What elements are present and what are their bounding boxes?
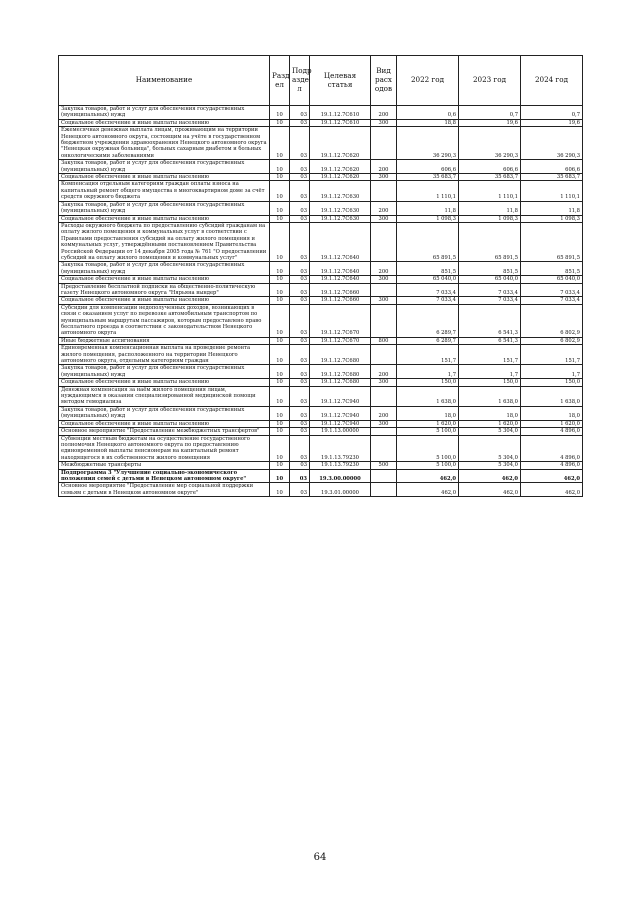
cell-year-2022: 36 290,3 — [397, 127, 459, 160]
cell-year-2022: 11,8 — [397, 201, 459, 215]
cell-razdel: 10 — [270, 406, 290, 420]
table-row — [59, 222, 583, 261]
cell-razdel: 10 — [270, 283, 290, 297]
cell-year-2024: 4 896,0 — [521, 462, 583, 469]
cell-expense-type: 300 — [371, 119, 397, 126]
cell-razdel: 10 — [270, 119, 290, 126]
cell-name: Закупка товаров, работ и услуг для обеспечения государственных (муниципальных) нужд — [59, 201, 270, 215]
cell-year-2024: 0,7 — [521, 106, 583, 120]
cell-year-2023: 1 620,0 — [459, 420, 521, 427]
cell-year-2024: 36 290,3 — [521, 127, 583, 160]
header-expense-type: Вид расх одов — [371, 56, 397, 106]
table-row — [59, 106, 583, 120]
cell-podrazdel: 03 — [290, 222, 310, 261]
cell-target-article: 19.1.12.7С620 — [310, 174, 371, 181]
header-target-article: Целевая статья — [310, 56, 371, 106]
cell-target-article: 19.1.12.7С660 — [310, 283, 371, 297]
cell-year-2022: 5 100,0 — [397, 435, 459, 462]
budget-table — [58, 55, 583, 497]
cell-expense-type — [371, 469, 397, 483]
cell-year-2022: 6 289,7 — [397, 337, 459, 344]
cell-year-2022: 1 620,0 — [397, 420, 459, 427]
cell-expense-type: 300 — [371, 379, 397, 386]
cell-year-2022: 6 289,7 — [397, 304, 459, 337]
cell-razdel: 10 — [270, 365, 290, 379]
cell-podrazdel: 03 — [290, 483, 310, 497]
cell-target-article: 19.1.12.7С620 — [310, 127, 371, 160]
cell-target-article: 19.1.12.7С620 — [310, 160, 371, 174]
cell-target-article: 19.1.12.7С610 — [310, 119, 371, 126]
cell-podrazdel: 03 — [290, 106, 310, 120]
table-row — [59, 365, 583, 379]
cell-razdel: 10 — [270, 201, 290, 215]
cell-year-2024: 18,0 — [521, 406, 583, 420]
cell-year-2022: 462,0 — [397, 483, 459, 497]
cell-razdel: 10 — [270, 345, 290, 365]
cell-year-2024: 1,7 — [521, 365, 583, 379]
cell-podrazdel: 03 — [290, 262, 310, 276]
cell-target-article: 19.3.00.00000 — [310, 469, 371, 483]
cell-year-2024: 7 033,4 — [521, 297, 583, 304]
cell-year-2022: 0,6 — [397, 106, 459, 120]
table-row — [59, 420, 583, 427]
table-header-row — [59, 56, 583, 106]
cell-year-2023: 0,7 — [459, 106, 521, 120]
cell-year-2024: 1 110,1 — [521, 181, 583, 201]
cell-year-2022: 462,0 — [397, 469, 459, 483]
cell-razdel: 10 — [270, 469, 290, 483]
cell-year-2023: 7 033,4 — [459, 297, 521, 304]
table-row — [59, 386, 583, 406]
header-year-2023: 2023 год — [459, 56, 521, 106]
cell-name: Субсидии для компенсации недополученных доходов, возникающих в связи с оказанием услуг по перевозке автомобильным транспортом по муниципальным маршрутам пассажиров, которым предоставлено право бесплатного проезда в соответствии с законодательством Ненецкого автономного округа — [59, 304, 270, 337]
cell-target-article: 19.1.12.7С640 — [310, 222, 371, 261]
cell-razdel: 10 — [270, 262, 290, 276]
page-number: 64 — [313, 852, 327, 863]
table-row — [59, 435, 583, 462]
cell-podrazdel: 03 — [290, 435, 310, 462]
cell-podrazdel: 03 — [290, 276, 310, 283]
cell-name: Закупка товаров, работ и услуг для обеспечения государственных (муниципальных) нужд — [59, 365, 270, 379]
cell-target-article: 19.1.12.7С660 — [310, 297, 371, 304]
table-row — [59, 262, 583, 276]
table-row — [59, 276, 583, 283]
table-row — [59, 304, 583, 337]
table-row — [59, 469, 583, 483]
cell-expense-type — [371, 181, 397, 201]
cell-name: Подпрограмма 3 "Улучшение социально-экономического положения семей с детьми в Ненецком автономном округе" — [59, 469, 270, 483]
cell-year-2022: 7 033,4 — [397, 297, 459, 304]
cell-razdel: 10 — [270, 276, 290, 283]
cell-expense-type: 800 — [371, 337, 397, 344]
cell-target-article: 19.1.12.7С670 — [310, 304, 371, 337]
cell-name: Социальное обеспечение и иные выплаты населению — [59, 174, 270, 181]
cell-year-2023: 462,0 — [459, 469, 521, 483]
table-row — [59, 119, 583, 126]
cell-podrazdel: 03 — [290, 297, 310, 304]
cell-year-2023: 35 683,7 — [459, 174, 521, 181]
cell-expense-type: 300 — [371, 215, 397, 222]
table-row — [59, 462, 583, 469]
cell-name: Закупка товаров, работ и услуг для обеспечения государственных (муниципальных) нужд — [59, 106, 270, 120]
cell-target-article: 19.1.12.7С680 — [310, 345, 371, 365]
cell-expense-type — [371, 428, 397, 435]
table-row — [59, 337, 583, 344]
cell-name: Социальное обеспечение и иные выплаты населению — [59, 119, 270, 126]
cell-year-2023: 150,0 — [459, 379, 521, 386]
cell-year-2024: 606,6 — [521, 160, 583, 174]
cell-year-2023: 606,6 — [459, 160, 521, 174]
table-row — [59, 283, 583, 297]
cell-expense-type: 500 — [371, 462, 397, 469]
cell-year-2023: 1 098,3 — [459, 215, 521, 222]
cell-name: Иные бюджетные ассигнования — [59, 337, 270, 344]
cell-podrazdel: 03 — [290, 337, 310, 344]
cell-name: Социальное обеспечение и иные выплаты населению — [59, 276, 270, 283]
cell-year-2023: 65 040,0 — [459, 276, 521, 283]
cell-year-2024: 65 891,5 — [521, 222, 583, 261]
cell-year-2023: 851,5 — [459, 262, 521, 276]
cell-razdel: 10 — [270, 462, 290, 469]
cell-year-2023: 462,0 — [459, 483, 521, 497]
table-body — [59, 106, 583, 497]
cell-year-2024: 35 683,7 — [521, 174, 583, 181]
cell-year-2022: 606,6 — [397, 160, 459, 174]
cell-podrazdel: 03 — [290, 462, 310, 469]
cell-year-2022: 5 100,0 — [397, 462, 459, 469]
cell-expense-type — [371, 304, 397, 337]
cell-razdel: 10 — [270, 483, 290, 497]
cell-podrazdel: 03 — [290, 174, 310, 181]
cell-year-2022: 1 110,1 — [397, 181, 459, 201]
cell-year-2024: 65 040,0 — [521, 276, 583, 283]
header-year-2024: 2024 год — [521, 56, 583, 106]
cell-name: Социальное обеспечение и иные выплаты населению — [59, 297, 270, 304]
cell-year-2022: 65 040,0 — [397, 276, 459, 283]
cell-podrazdel: 03 — [290, 127, 310, 160]
cell-podrazdel: 03 — [290, 283, 310, 297]
table-row — [59, 483, 583, 497]
cell-razdel: 10 — [270, 106, 290, 120]
cell-year-2023: 6 541,3 — [459, 304, 521, 337]
cell-razdel: 10 — [270, 386, 290, 406]
cell-razdel: 10 — [270, 337, 290, 344]
cell-year-2024: 1 620,0 — [521, 420, 583, 427]
cell-name: Социальное обеспечение и иные выплаты населению — [59, 420, 270, 427]
cell-podrazdel: 03 — [290, 406, 310, 420]
cell-expense-type — [371, 483, 397, 497]
cell-expense-type — [371, 435, 397, 462]
cell-year-2023: 6 541,3 — [459, 337, 521, 344]
cell-razdel: 10 — [270, 215, 290, 222]
cell-target-article: 19.1.12.7С940 — [310, 406, 371, 420]
budget-table-page — [58, 55, 582, 497]
cell-expense-type: 200 — [371, 365, 397, 379]
cell-year-2023: 5 304,0 — [459, 462, 521, 469]
cell-year-2023: 36 290,3 — [459, 127, 521, 160]
header-razdel: Разд ел — [270, 56, 290, 106]
cell-year-2024: 462,0 — [521, 469, 583, 483]
cell-name: Ежемесячная денежная выплата лицам, проживающим на территории Ненецкого автономного округа, состоящим на учёте в государственном бюджетном учреждении здравоохранения Ненецкого автономного округа "Ненецкая окружная больница", больных сахарным диабетом и больных онкологическими заболеваниями — [59, 127, 270, 160]
cell-razdel: 10 — [270, 379, 290, 386]
cell-target-article: 19.1.12.7С940 — [310, 386, 371, 406]
cell-name: Социальное обеспечение и иные выплаты населению — [59, 379, 270, 386]
cell-podrazdel: 03 — [290, 201, 310, 215]
cell-podrazdel: 03 — [290, 181, 310, 201]
cell-name: Закупка товаров, работ и услуг для обеспечения государственных (муниципальных) нужд — [59, 262, 270, 276]
cell-razdel: 10 — [270, 222, 290, 261]
cell-year-2022: 1 638,0 — [397, 386, 459, 406]
cell-target-article: 19.1.13.00000 — [310, 428, 371, 435]
cell-expense-type — [371, 345, 397, 365]
cell-year-2022: 7 033,4 — [397, 283, 459, 297]
cell-name: Закупка товаров, работ и услуг для обеспечения государственных (муниципальных) нужд — [59, 160, 270, 174]
cell-target-article: 19.1.12.7С680 — [310, 379, 371, 386]
cell-target-article: 19.1.12.7С640 — [310, 276, 371, 283]
cell-expense-type — [371, 127, 397, 160]
cell-year-2023: 5 304,0 — [459, 428, 521, 435]
cell-expense-type: 300 — [371, 420, 397, 427]
cell-year-2024: 19,6 — [521, 119, 583, 126]
cell-year-2022: 35 683,7 — [397, 174, 459, 181]
cell-name: Компенсация отдельным категориям граждан оплаты взноса на капитальный ремонт общего имущества в многоквартирном доме за счёт средств окружного бюджета — [59, 181, 270, 201]
cell-year-2022: 18,0 — [397, 406, 459, 420]
cell-name: Расходы окружного бюджета по предоставлению субсидий гражданам на оплату жилого помещения и коммунальных услуг в соответствии с Правилами предоставления субсидий на оплату жилого помещения и коммунальных услуг, утверждёнными постановлением Правительства Российской Федерации от 14 декабря 2005 года № 761 "О предоставлении субсидий на оплату жилого помещения и коммунальных услуг" — [59, 222, 270, 261]
table-row — [59, 406, 583, 420]
cell-expense-type — [371, 386, 397, 406]
cell-podrazdel: 03 — [290, 215, 310, 222]
cell-name: Субвенции местным бюджетам на осуществление государственного полномочия Ненецкого автономного округа по предоставлению единовременной выплаты пенсионерам на капитальный ремонт находящегося в их собственности жилого помещения — [59, 435, 270, 462]
cell-year-2022: 1,7 — [397, 365, 459, 379]
cell-name: Единовременная компенсационная выплата на проведение ремонта жилого помещения, расположенного на территории Ненецкого автономного округа, отдельным категориям граждан — [59, 345, 270, 365]
table-row — [59, 297, 583, 304]
table-row — [59, 174, 583, 181]
cell-year-2023: 7 033,4 — [459, 283, 521, 297]
cell-year-2024: 851,5 — [521, 262, 583, 276]
cell-year-2024: 150,0 — [521, 379, 583, 386]
cell-podrazdel: 03 — [290, 119, 310, 126]
cell-target-article: 19.1.12.7С630 — [310, 181, 371, 201]
cell-podrazdel: 03 — [290, 386, 310, 406]
cell-year-2022: 1 098,3 — [397, 215, 459, 222]
cell-expense-type: 300 — [371, 174, 397, 181]
cell-razdel: 10 — [270, 160, 290, 174]
cell-expense-type: 200 — [371, 106, 397, 120]
cell-expense-type: 200 — [371, 262, 397, 276]
cell-target-article: 19.1.12.7С640 — [310, 262, 371, 276]
cell-year-2022: 18,8 — [397, 119, 459, 126]
table-row — [59, 201, 583, 215]
cell-podrazdel: 03 — [290, 160, 310, 174]
header-year-2022: 2022 год — [397, 56, 459, 106]
cell-target-article: 19.1.12.7С610 — [310, 106, 371, 120]
cell-year-2024: 462,0 — [521, 483, 583, 497]
cell-year-2023: 65 891,5 — [459, 222, 521, 261]
cell-target-article: 19.1.12.7С630 — [310, 201, 371, 215]
table-row — [59, 379, 583, 386]
cell-year-2023: 19,6 — [459, 119, 521, 126]
cell-target-article: 19.3.01.00000 — [310, 483, 371, 497]
cell-razdel: 10 — [270, 420, 290, 427]
header-name: Наименование — [59, 56, 270, 106]
cell-year-2024: 151,7 — [521, 345, 583, 365]
cell-year-2022: 151,7 — [397, 345, 459, 365]
cell-year-2024: 4 896,0 — [521, 435, 583, 462]
cell-year-2023: 1 638,0 — [459, 386, 521, 406]
cell-podrazdel: 03 — [290, 420, 310, 427]
cell-name: Социальное обеспечение и иные выплаты населению — [59, 215, 270, 222]
cell-name: Закупка товаров, работ и услуг для обеспечения государственных (муниципальных) нужд — [59, 406, 270, 420]
cell-year-2022: 851,5 — [397, 262, 459, 276]
cell-razdel: 10 — [270, 435, 290, 462]
cell-expense-type: 300 — [371, 276, 397, 283]
table-row — [59, 215, 583, 222]
cell-year-2024: 1 638,0 — [521, 386, 583, 406]
cell-podrazdel: 03 — [290, 469, 310, 483]
cell-expense-type: 300 — [371, 297, 397, 304]
cell-year-2024: 7 033,4 — [521, 283, 583, 297]
cell-year-2024: 4 896,0 — [521, 428, 583, 435]
cell-target-article: 19.1.13.79230 — [310, 462, 371, 469]
cell-target-article: 19.1.12.7С940 — [310, 420, 371, 427]
cell-year-2022: 5 100,0 — [397, 428, 459, 435]
cell-podrazdel: 03 — [290, 428, 310, 435]
cell-target-article: 19.1.13.79230 — [310, 435, 371, 462]
cell-year-2022: 65 891,5 — [397, 222, 459, 261]
cell-name: Основное мероприятие "Предоставление мер социальной поддержки семьям с детьми в Ненецком автономном округе" — [59, 483, 270, 497]
cell-expense-type: 200 — [371, 406, 397, 420]
cell-razdel: 10 — [270, 304, 290, 337]
header-podrazdel: Подр азде л — [290, 56, 310, 106]
cell-target-article: 19.1.12.7С630 — [310, 215, 371, 222]
cell-razdel: 10 — [270, 174, 290, 181]
cell-expense-type — [371, 222, 397, 261]
cell-year-2024: 6 802,9 — [521, 304, 583, 337]
cell-expense-type: 200 — [371, 160, 397, 174]
cell-name: Основное мероприятие "Предоставление межбюджетных трансфертов" — [59, 428, 270, 435]
table-row — [59, 428, 583, 435]
cell-razdel: 10 — [270, 181, 290, 201]
table-row — [59, 127, 583, 160]
cell-year-2023: 18,0 — [459, 406, 521, 420]
cell-target-article: 19.1.12.7С680 — [310, 365, 371, 379]
cell-podrazdel: 03 — [290, 379, 310, 386]
cell-year-2023: 11,8 — [459, 201, 521, 215]
cell-razdel: 10 — [270, 428, 290, 435]
cell-expense-type: 200 — [371, 201, 397, 215]
cell-year-2023: 151,7 — [459, 345, 521, 365]
cell-podrazdel: 03 — [290, 365, 310, 379]
cell-podrazdel: 03 — [290, 304, 310, 337]
table-row — [59, 181, 583, 201]
table-row — [59, 160, 583, 174]
cell-year-2024: 11,8 — [521, 201, 583, 215]
cell-name: Межбюджетные трансферты — [59, 462, 270, 469]
cell-year-2023: 1 110,1 — [459, 181, 521, 201]
cell-year-2023: 1,7 — [459, 365, 521, 379]
cell-year-2024: 1 098,3 — [521, 215, 583, 222]
cell-year-2022: 150,0 — [397, 379, 459, 386]
cell-razdel: 10 — [270, 297, 290, 304]
cell-target-article: 19.1.12.7С670 — [310, 337, 371, 344]
table-row — [59, 345, 583, 365]
cell-podrazdel: 03 — [290, 345, 310, 365]
cell-razdel: 10 — [270, 127, 290, 160]
cell-expense-type — [371, 283, 397, 297]
cell-year-2023: 5 304,0 — [459, 435, 521, 462]
cell-year-2024: 6 802,9 — [521, 337, 583, 344]
cell-name: Денежная компенсация за наём жилого помещения лицам, нуждающимся в оказании специализированной медицинской помощи методом гемодиализа — [59, 386, 270, 406]
cell-name: Предоставление бесплатной подписки на общественно-политическую газету Ненецкого автономного округа "Нярьяна вындер" — [59, 283, 270, 297]
